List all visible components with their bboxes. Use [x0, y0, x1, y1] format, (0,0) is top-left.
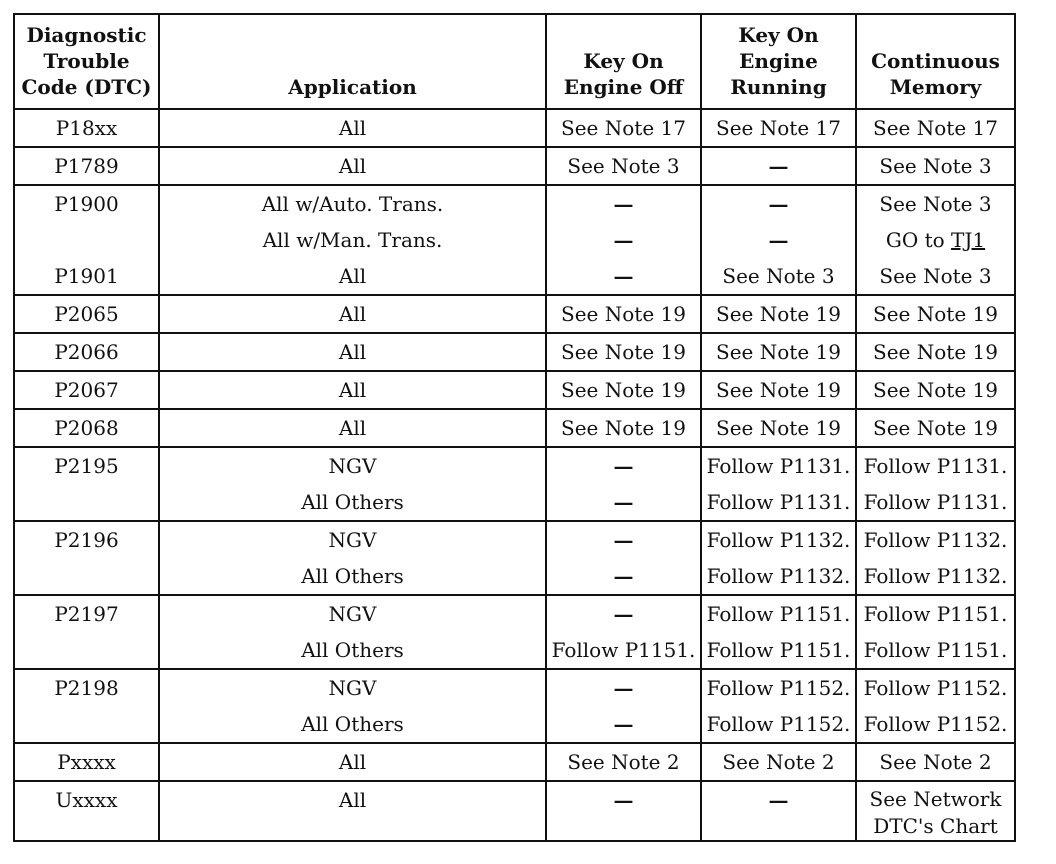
koer-cell	[701, 109, 856, 147]
application-cell	[159, 743, 546, 781]
header-koer: Key On Engine Running	[701, 14, 856, 109]
koer-cell	[701, 185, 856, 295]
cell-text: See Note 19	[561, 378, 686, 402]
cell-text: See Note 19	[561, 340, 686, 364]
cell-text: P1901	[54, 264, 119, 288]
table-row	[14, 669, 1015, 743]
dtc-cell	[14, 185, 159, 295]
cell-text: See Note 19	[873, 416, 998, 440]
koeo-cell	[546, 147, 701, 185]
dash-mark: —	[613, 490, 634, 514]
application-cell	[159, 447, 546, 521]
cell-text: P1789	[54, 154, 119, 178]
header-dtc: Diagnostic Trouble Code (DTC)	[14, 14, 159, 109]
dash-mark: —	[613, 228, 634, 252]
koeo-cell	[546, 371, 701, 409]
cell-text: All Others	[301, 638, 404, 662]
continuous-memory-cell	[856, 521, 1015, 595]
cell-text: See Note 19	[561, 416, 686, 440]
dash-mark: —	[613, 192, 634, 216]
dash-mark: —	[613, 564, 634, 588]
dtc-cell	[14, 295, 159, 333]
koeo-cell	[546, 295, 701, 333]
cell-text	[15, 222, 158, 258]
continuous-memory-cell	[856, 185, 1015, 295]
table-row	[14, 447, 1015, 521]
cell-text: See Note 19	[873, 340, 998, 364]
cell-text: See Note 3	[879, 154, 992, 178]
koer-cell	[701, 781, 856, 841]
header-application: Application	[159, 14, 546, 109]
cell-text: Follow P1151.	[706, 638, 851, 662]
cell-text: P2068	[54, 416, 119, 440]
application-cell	[159, 109, 546, 147]
continuous-memory-cell	[856, 371, 1015, 409]
koeo-cell	[546, 185, 701, 295]
cell-text: See Note 3	[567, 154, 680, 178]
continuous-memory-cell	[856, 669, 1015, 743]
cell-text: See Note 19	[716, 340, 841, 364]
application-cell	[159, 521, 546, 595]
cell-text: See Note 3	[879, 264, 992, 288]
cell-text: See Note 19	[716, 302, 841, 326]
cell-text: Follow P1152.	[863, 676, 1008, 700]
cell-text: All	[338, 340, 367, 364]
cell-text: P2067	[54, 378, 119, 402]
cell-text: NGV	[328, 676, 377, 700]
continuous-memory-cell	[856, 147, 1015, 185]
cell-text: Follow P1131.	[706, 490, 851, 514]
header-koeo: Key On Engine Off	[546, 14, 701, 109]
dtc-cell	[14, 447, 159, 521]
dash-mark: —	[613, 264, 634, 288]
koer-cell	[701, 447, 856, 521]
continuous-memory-cell	[856, 447, 1015, 521]
cell-text: P2197	[54, 602, 119, 626]
koer-cell	[701, 521, 856, 595]
application-cell	[159, 595, 546, 669]
cell-text	[15, 632, 158, 668]
cell-text: P2196	[54, 528, 119, 552]
header-row	[14, 14, 1015, 109]
cell-text: See Note 19	[561, 302, 686, 326]
cell-text: P2198	[54, 676, 119, 700]
application-cell	[159, 409, 546, 447]
cell-text: See Note 3	[879, 192, 992, 216]
cell-text: See Note 17	[561, 116, 686, 140]
table-row	[14, 147, 1015, 185]
dash-mark: —	[613, 528, 634, 552]
application-cell	[159, 371, 546, 409]
table-row	[14, 743, 1015, 781]
dtc-cell	[14, 521, 159, 595]
cell-text: All	[338, 378, 367, 402]
application-cell	[159, 185, 546, 295]
cell-text: P1900	[54, 192, 119, 216]
cell-text: All Others	[301, 490, 404, 514]
dtc-cell	[14, 669, 159, 743]
application-cell	[159, 333, 546, 371]
cell-text: Follow P1151.	[863, 602, 1008, 626]
table-row	[14, 521, 1015, 595]
koer-cell	[701, 669, 856, 743]
cell-text: See Note 17	[873, 116, 998, 140]
dtc-cell	[14, 743, 159, 781]
table-row	[14, 333, 1015, 371]
dash-mark: —	[613, 676, 634, 700]
dash-mark: —	[613, 788, 634, 812]
dtc-cell	[14, 781, 159, 841]
cell-text: See Note 19	[873, 378, 998, 402]
koeo-cell	[546, 669, 701, 743]
dtc-table	[13, 13, 1016, 842]
koer-cell	[701, 333, 856, 371]
koer-cell	[701, 147, 856, 185]
cell-text: All	[338, 264, 367, 288]
dash-mark: —	[768, 154, 789, 178]
koeo-cell	[546, 781, 701, 841]
continuous-memory-cell	[856, 409, 1015, 447]
cell-text: Follow P1131.	[706, 454, 851, 478]
cell-text: Uxxxx	[55, 788, 118, 812]
dash-mark: —	[613, 602, 634, 626]
cell-text: All Others	[301, 564, 404, 588]
continuous-memory-cell	[856, 781, 1015, 841]
cell-text: Follow P1151.	[551, 638, 696, 662]
dash-mark: —	[768, 788, 789, 812]
cell-text: P2066	[54, 340, 119, 364]
table-row	[14, 109, 1015, 147]
koer-cell	[701, 595, 856, 669]
dash-mark: —	[613, 712, 634, 736]
go-to-tj1-text: GO to TJ1	[885, 228, 986, 252]
cell-text: NGV	[328, 454, 377, 478]
koeo-cell	[546, 743, 701, 781]
dash-mark: —	[768, 228, 789, 252]
koer-cell	[701, 295, 856, 333]
dtc-cell	[14, 147, 159, 185]
koeo-cell	[546, 409, 701, 447]
table-row	[14, 295, 1015, 333]
cell-text: P2065	[54, 302, 119, 326]
cell-text: See Note 2	[879, 750, 992, 774]
continuous-memory-cell	[856, 109, 1015, 147]
dtc-cell	[14, 595, 159, 669]
cell-text: Follow P1151.	[706, 602, 851, 626]
cell-text	[15, 706, 158, 742]
cell-text: Follow P1131.	[863, 454, 1008, 478]
cell-text: Follow P1132.	[863, 564, 1008, 588]
table-body	[14, 109, 1015, 841]
cell-text: See Note 19	[716, 378, 841, 402]
koeo-cell	[546, 447, 701, 521]
cell-text: Follow P1132.	[706, 564, 851, 588]
cell-text	[15, 484, 158, 520]
koeo-cell	[546, 521, 701, 595]
continuous-memory-cell	[856, 743, 1015, 781]
cell-text: Follow P1132.	[706, 528, 851, 552]
dash-mark: —	[613, 454, 634, 478]
cell-text: All	[338, 750, 367, 774]
koeo-cell	[546, 595, 701, 669]
koer-cell	[701, 371, 856, 409]
application-cell	[159, 295, 546, 333]
cell-text: See Network DTC's Chart	[869, 787, 1002, 838]
application-cell	[159, 147, 546, 185]
dash-mark: —	[768, 192, 789, 216]
application-cell	[159, 781, 546, 841]
header-continuous-memory: Continuous Memory	[856, 14, 1015, 109]
cell-text: Follow P1151.	[863, 638, 1008, 662]
cell-text: P2195	[54, 454, 119, 478]
koeo-cell	[546, 333, 701, 371]
dtc-cell	[14, 333, 159, 371]
cell-text: P18xx	[55, 116, 118, 140]
cell-text: See Note 19	[716, 416, 841, 440]
cell-text: See Note 19	[873, 302, 998, 326]
application-cell	[159, 669, 546, 743]
cell-text: All w/Man. Trans.	[262, 228, 443, 252]
koer-cell	[701, 409, 856, 447]
cell-text: All w/Auto. Trans.	[261, 192, 444, 216]
table-row	[14, 371, 1015, 409]
cell-text: Follow P1152.	[706, 676, 851, 700]
cell-text: See Note 17	[716, 116, 841, 140]
table-row	[14, 185, 1015, 295]
dtc-cell	[14, 409, 159, 447]
cell-text: Follow P1131.	[863, 490, 1008, 514]
cell-text: Pxxxx	[57, 750, 116, 774]
cell-text: Follow P1152.	[706, 712, 851, 736]
tj1-link[interactable]: TJ1	[951, 228, 986, 252]
koeo-cell	[546, 109, 701, 147]
cell-text: See Note 2	[567, 750, 680, 774]
continuous-memory-cell	[856, 595, 1015, 669]
dtc-cell	[14, 371, 159, 409]
cell-text: NGV	[328, 528, 377, 552]
table-row	[14, 409, 1015, 447]
cell-text: All	[338, 302, 367, 326]
table-row	[14, 781, 1015, 841]
cell-text: All	[338, 416, 367, 440]
koer-cell	[701, 743, 856, 781]
cell-text: All	[338, 788, 367, 812]
cell-text: All	[338, 154, 367, 178]
cell-text	[15, 558, 158, 594]
cell-text: See Note 2	[722, 750, 835, 774]
cell-text: All	[338, 116, 367, 140]
table-row	[14, 595, 1015, 669]
cell-text: See Note 3	[722, 264, 835, 288]
continuous-memory-cell	[856, 333, 1015, 371]
dtc-cell	[14, 109, 159, 147]
cell-text: All Others	[301, 712, 404, 736]
cell-text: Follow P1152.	[863, 712, 1008, 736]
continuous-memory-cell	[856, 295, 1015, 333]
cell-text: NGV	[328, 602, 377, 626]
cell-text: Follow P1132.	[863, 528, 1008, 552]
